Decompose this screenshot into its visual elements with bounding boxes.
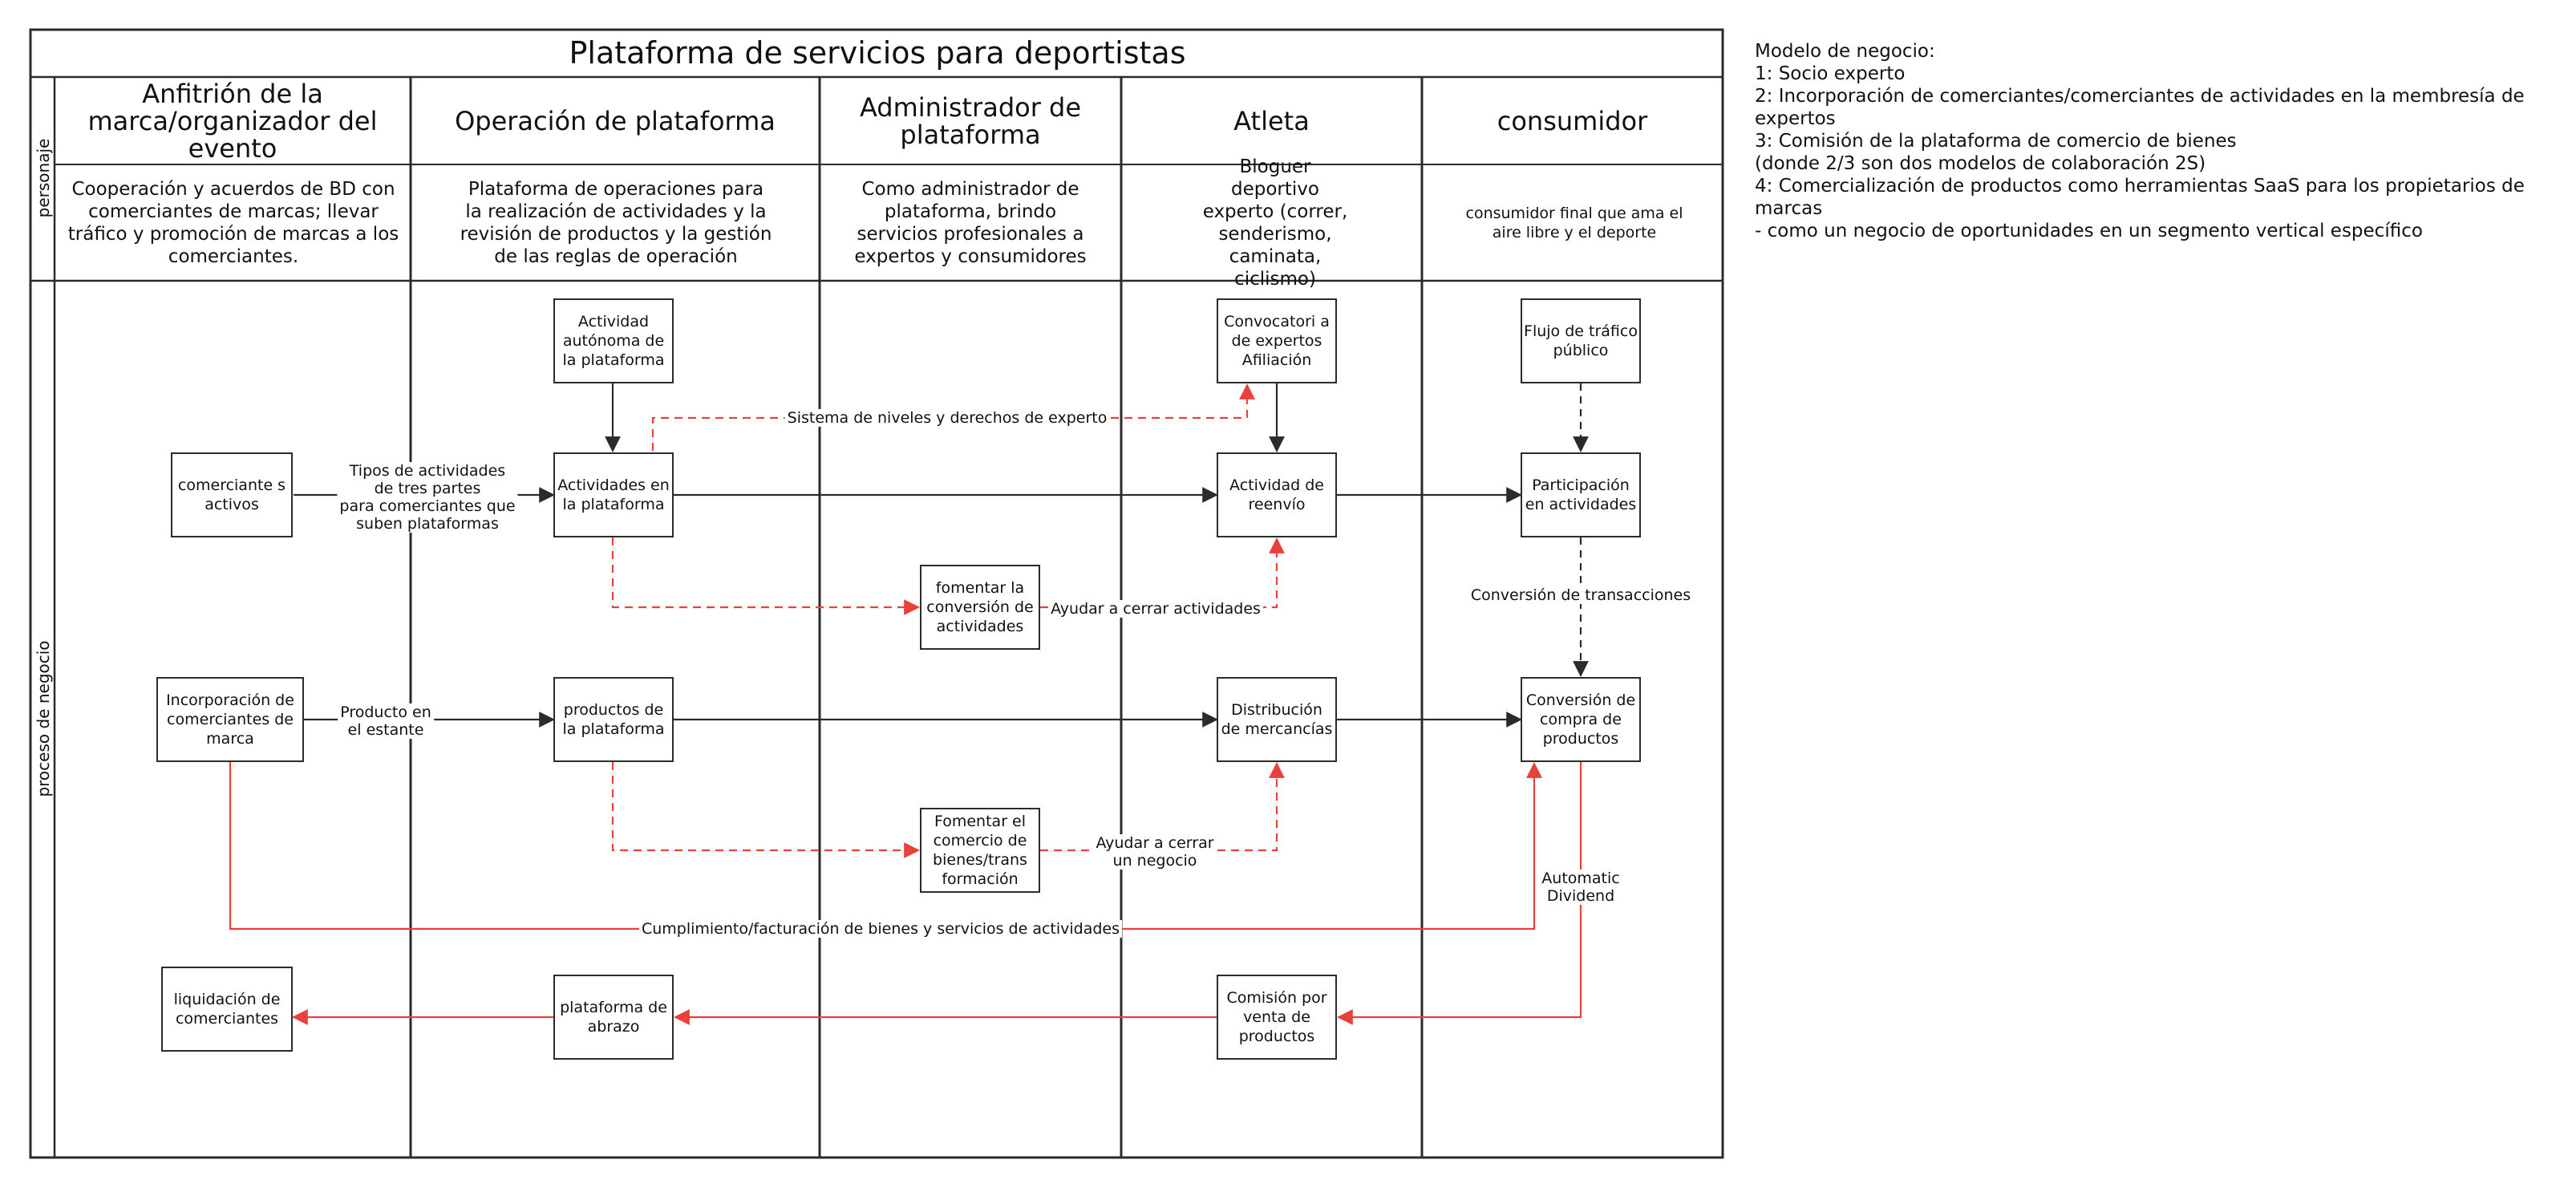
- node-platform-products: productos de la plataforma: [553, 677, 674, 762]
- label-expert-levels: Sistema de niveles y derechos de experto: [785, 409, 1110, 427]
- node-activity-participation: Participación en actividades: [1521, 452, 1641, 537]
- node-sales-commission: Comisión por venta de productos: [1217, 975, 1337, 1060]
- label-three-party: Tipos de actividades de tres partes para comerciantes que suben plataformas: [337, 462, 517, 533]
- label-automatic-dividend: Automatic Dividend: [1539, 870, 1622, 905]
- note-line: 3: Comisión de la plataforma de comercio de bienes: [1755, 131, 2237, 152]
- edge-activities-to-promote: [613, 537, 918, 607]
- label-product-shelf: Producto en el estante: [338, 703, 434, 739]
- diagram-title: Plataforma de servicios para deportistas: [569, 35, 1186, 71]
- row-label-process: proceso de negocio: [34, 640, 53, 797]
- label-fulfillment: Cumplimiento/facturación de bienes y servicios de actividades: [639, 920, 1122, 938]
- note-line: (donde 2/3 son dos modelos de colaboración 2S): [1755, 153, 2206, 174]
- node-active-merchants: comerciante s activos: [171, 452, 293, 537]
- node-promote-conversion: fomentar la conversión de actividades: [920, 565, 1040, 650]
- note-line: 1: Socio experto: [1755, 63, 1906, 84]
- edge-fulfillment: [230, 762, 1534, 929]
- lane-title-platform-admin: Administrador de plataforma: [859, 92, 1082, 150]
- note-line: 4: Comercialización de productos como herramientas SaaS para los propietarios de marcas: [1755, 176, 2525, 219]
- lane-desc-brand-host: Cooperación y acuerdos de BD con comerciantes de marcas; llevar tráfico y promoción de marcas a los comerciantes.: [67, 179, 399, 267]
- note-line: Modelo de negocio:: [1755, 41, 1935, 62]
- lane-title-platform-ops: Operación de plataforma: [455, 106, 776, 136]
- edge-products-to-trade: [613, 762, 918, 850]
- node-brand-onboarding: Incorporación de comerciantes de marca: [156, 677, 304, 762]
- node-goods-distribution: Distribución de mercancías: [1217, 677, 1337, 762]
- note-line: - como un negocio de oportunidades en un segmento vertical específico: [1755, 221, 2423, 241]
- node-platform-activities: Actividades en la plataforma: [553, 452, 674, 537]
- node-autonomous-activity: Actividad autónoma de la plataforma: [553, 298, 674, 383]
- lane-desc-platform-ops: Plataforma de operaciones para la realización de actividades y la revisión de productos y la gestión de las reglas de operación: [460, 179, 772, 267]
- business-model-notes: [1755, 40, 2557, 242]
- node-public-traffic: Flujo de tráfico público: [1521, 298, 1641, 383]
- label-transaction-conversion: Conversión de transacciones: [1468, 586, 1693, 604]
- label-help-close-deal: Ayudar a cerrar un negocio: [1093, 834, 1216, 870]
- lane-desc-athlete: Bloguer deportivo experto (correr, senderismo, caminata, ciclismo): [1202, 156, 1348, 290]
- note-line: 2: Incorporación de comerciantes/comerciantes de actividades en la membresía de expertos: [1755, 86, 2525, 129]
- node-promote-trade: Fomentar el comercio de bienes/trans formación: [920, 808, 1040, 893]
- node-embrace-platform: plataforma de abrazo: [553, 975, 674, 1060]
- node-expert-call: Convocatori a de expertos Afiliación: [1217, 298, 1337, 383]
- lane-title-brand-host: Anfitrión de la marca/organizador del evento: [87, 79, 378, 164]
- lane-title-consumer: consumidor: [1497, 106, 1648, 136]
- lane-desc-consumer: consumidor final que ama el aire libre y el deporte: [1465, 205, 1683, 241]
- node-merchant-settlement: liquidación de comerciantes: [161, 967, 293, 1052]
- node-repost-activity: Actividad de reenvío: [1217, 452, 1337, 537]
- label-help-close-activities: Ayudar a cerrar actividades: [1048, 600, 1263, 618]
- node-purchase-conversion: Conversión de compra de productos: [1521, 677, 1641, 762]
- row-label-persona: personaje: [34, 138, 53, 218]
- edge-promote-to-repost: [1040, 539, 1277, 607]
- lane-title-athlete: Atleta: [1233, 106, 1310, 136]
- lane-desc-platform-admin: Como administrador de plataforma, brindo servicios profesionales a expertos y consumidores: [854, 179, 1087, 267]
